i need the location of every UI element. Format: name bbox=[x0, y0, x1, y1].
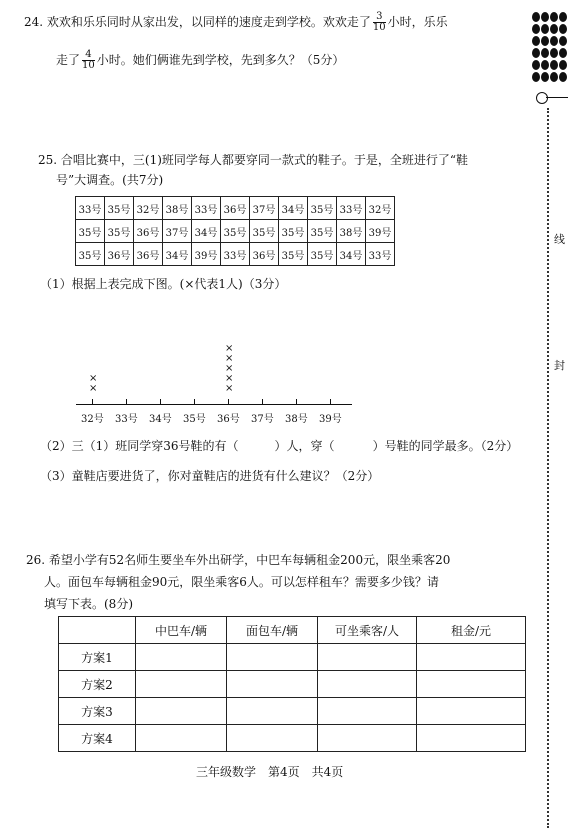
q26-line3: 填写下表。(8分) bbox=[44, 597, 133, 611]
shoe-table-cell: 39号 bbox=[192, 243, 221, 266]
rent-answer-cell[interactable] bbox=[227, 698, 318, 725]
plot-x-mark: × bbox=[225, 363, 234, 374]
shoe-table-cell: 38号 bbox=[337, 220, 366, 243]
rent-table-header: 中巴车/辆 bbox=[136, 617, 227, 644]
plot-x-mark: × bbox=[89, 373, 98, 384]
rent-answer-cell[interactable] bbox=[136, 725, 227, 752]
frac-denominator: 10 bbox=[372, 22, 386, 33]
rent-answer-cell[interactable] bbox=[318, 725, 417, 752]
shoe-table-cell: 36号 bbox=[105, 243, 134, 266]
q24-line2 bbox=[56, 50, 344, 71]
shoe-table-cell: 33号 bbox=[192, 197, 221, 220]
plot-tick-label: 38号 bbox=[285, 414, 308, 425]
binding-ring-icon bbox=[536, 92, 548, 104]
rent-table-header: 租金/元 bbox=[417, 617, 526, 644]
plot-tick bbox=[330, 399, 331, 404]
shoe-table-cell: 37号 bbox=[250, 197, 279, 220]
rent-table-header: 面包车/辆 bbox=[227, 617, 318, 644]
shoe-table-cell: 38号 bbox=[163, 197, 192, 220]
plot-tick bbox=[160, 399, 161, 404]
shoe-table-cell: 35号 bbox=[279, 243, 308, 266]
plot-tick-label: 32号 bbox=[81, 414, 104, 425]
binding-hole-icon bbox=[550, 36, 558, 46]
binding-hole-icon bbox=[559, 48, 567, 58]
plot-x-mark: × bbox=[225, 343, 234, 354]
plot-x-mark: × bbox=[225, 373, 234, 384]
binding-hole-icon bbox=[532, 24, 540, 34]
rent-answer-cell[interactable] bbox=[227, 644, 318, 671]
shoe-table-cell: 33号 bbox=[366, 243, 395, 266]
shoe-table-cell: 36号 bbox=[250, 243, 279, 266]
plot-tick-label: 37号 bbox=[251, 414, 274, 425]
shoe-table-cell: 34号 bbox=[279, 197, 308, 220]
rent-answer-cell[interactable] bbox=[417, 644, 526, 671]
plot-axis-line bbox=[76, 404, 352, 405]
q26-line1: 26. 希望小学有52名师生要坐车外出研学，中巴车每辆租金200元，限坐乘客20 bbox=[26, 553, 451, 567]
binding-hole-icon bbox=[550, 48, 558, 58]
binding-hole-icon bbox=[550, 72, 558, 82]
plot-tick bbox=[126, 399, 127, 404]
shoe-table-cell: 35号 bbox=[76, 243, 105, 266]
plot-tick bbox=[194, 399, 195, 404]
rent-plan-label: 方案4 bbox=[59, 725, 136, 752]
shoe-table-cell: 33号 bbox=[337, 197, 366, 220]
rent-answer-cell[interactable] bbox=[417, 671, 526, 698]
binding-hole-icon bbox=[532, 48, 540, 58]
q25-sub2 bbox=[40, 438, 518, 454]
rent-table-row bbox=[59, 725, 526, 752]
plot-tick-label: 35号 bbox=[183, 414, 206, 425]
rent-table-header-row bbox=[59, 617, 526, 644]
rent-table-row bbox=[59, 698, 526, 725]
binding-hole-icon bbox=[532, 36, 540, 46]
rent-table-header: 可坐乘客/人 bbox=[318, 617, 417, 644]
q24-text-d: 小时。她们俩谁先到学校，先到多久？（5分） bbox=[96, 53, 345, 67]
plot-tick-label: 39号 bbox=[319, 414, 342, 425]
binding-hole-icon bbox=[559, 60, 567, 70]
binding-hole-icon bbox=[541, 72, 549, 82]
shoe-table-cell: 35号 bbox=[308, 220, 337, 243]
shoe-table-cell: 32号 bbox=[366, 197, 395, 220]
binding-hole-icon bbox=[559, 36, 567, 46]
q24-text-c: 走了 bbox=[56, 53, 81, 67]
shoe-table-cell: 35号 bbox=[105, 197, 134, 220]
plot-tick bbox=[92, 399, 93, 404]
rent-answer-cell[interactable] bbox=[318, 644, 417, 671]
shoe-table-cell: 36号 bbox=[134, 243, 163, 266]
q25-sub2-a: （2）三（1）班同学穿36号鞋的有（ bbox=[40, 439, 239, 453]
shoe-table-cell: 34号 bbox=[337, 243, 366, 266]
rent-table-row bbox=[59, 644, 526, 671]
shoe-table-cell: 34号 bbox=[163, 243, 192, 266]
binding-hole-icon bbox=[559, 12, 567, 22]
shoe-table-cell: 33号 bbox=[76, 197, 105, 220]
frac-numerator: 3 bbox=[373, 12, 386, 23]
q25-line2: 号”大调查。(共7分) bbox=[56, 173, 164, 187]
shoe-table-cell: 34号 bbox=[192, 220, 221, 243]
q24-line1 bbox=[24, 12, 448, 33]
fraction-4-10 bbox=[82, 50, 95, 71]
plot-tick bbox=[296, 399, 297, 404]
shoe-table-cell: 35号 bbox=[308, 243, 337, 266]
plot-x-mark: × bbox=[89, 383, 98, 394]
rent-plan-label: 方案2 bbox=[59, 671, 136, 698]
margin-char-xian: 线 bbox=[554, 233, 565, 246]
frac-numerator: 4 bbox=[82, 50, 95, 61]
q24-text-a: 24. 欢欢和乐乐同时从家出发，以同样的速度走到学校。欢欢走了 bbox=[24, 15, 371, 29]
rent-answer-cell[interactable] bbox=[227, 671, 318, 698]
shoe-table-cell: 35号 bbox=[221, 220, 250, 243]
shoe-table-cell: 39号 bbox=[366, 220, 395, 243]
frac-denominator: 10 bbox=[82, 60, 95, 71]
shoe-table-cell: 35号 bbox=[279, 220, 308, 243]
plot-x-mark: × bbox=[225, 353, 234, 364]
shoe-table-row bbox=[76, 197, 395, 220]
plot-tick-label: 36号 bbox=[217, 414, 240, 425]
rent-answer-cell[interactable] bbox=[417, 725, 526, 752]
binding-line bbox=[546, 97, 568, 98]
binding-hole-icon bbox=[541, 12, 549, 22]
shoe-table-cell: 36号 bbox=[134, 220, 163, 243]
plot-x-mark: × bbox=[225, 383, 234, 394]
plot-tick-label: 34号 bbox=[149, 414, 172, 425]
plot-tick bbox=[228, 399, 229, 404]
rental-plan-table bbox=[58, 616, 526, 752]
shoe-table-row bbox=[76, 243, 395, 266]
shoe-table-cell: 37号 bbox=[163, 220, 192, 243]
rent-answer-cell[interactable] bbox=[136, 698, 227, 725]
rent-plan-label: 方案1 bbox=[59, 644, 136, 671]
binding-hole-icon bbox=[541, 24, 549, 34]
binding-hole-icon bbox=[532, 72, 540, 82]
q24-text-b: 小时，乐乐 bbox=[387, 15, 448, 29]
rent-answer-cell[interactable] bbox=[417, 698, 526, 725]
shoe-table-cell: 35号 bbox=[250, 220, 279, 243]
plot-tick-label: 33号 bbox=[115, 414, 138, 425]
q25-sub1: （1）根据上表完成下图。(×代表1人)（3分） bbox=[40, 277, 287, 291]
rent-answer-cell[interactable] bbox=[318, 671, 417, 698]
q25-sub2-c: ）号鞋的同学最多。（2分） bbox=[372, 439, 519, 453]
binding-hole-icon bbox=[559, 24, 567, 34]
binding-hole-icon bbox=[541, 60, 549, 70]
q26-line2: 人。面包车每辆租金90元，限坐乘客6人。可以怎样租车？需要多少钱？请 bbox=[44, 575, 439, 589]
shoe-table-cell: 33号 bbox=[221, 243, 250, 266]
shoe-table-cell: 36号 bbox=[221, 197, 250, 220]
q25-sub2-b: ）人，穿（ bbox=[274, 439, 335, 453]
q25-line1: 25. 合唱比赛中，三(1)班同学每人都要穿同一款式的鞋子。于是，全班进行了“鞋 bbox=[38, 153, 469, 167]
binding-hole-icon bbox=[559, 72, 567, 82]
cut-line-dotted bbox=[547, 108, 549, 828]
rent-plan-label: 方案3 bbox=[59, 698, 136, 725]
rent-answer-cell[interactable] bbox=[318, 698, 417, 725]
plot-tick bbox=[262, 399, 263, 404]
binding-hole-icon bbox=[532, 60, 540, 70]
binding-hole-icon bbox=[550, 12, 558, 22]
rent-table-header bbox=[59, 617, 136, 644]
shoe-table-cell: 35号 bbox=[76, 220, 105, 243]
shoe-size-table bbox=[75, 196, 395, 266]
binding-hole-icon bbox=[541, 48, 549, 58]
rent-answer-cell[interactable] bbox=[136, 644, 227, 671]
q25-sub3: （3）童鞋店要进货了，你对童鞋店的进货有什么建议？（2分） bbox=[40, 469, 380, 483]
margin-char-feng: 封 bbox=[554, 359, 565, 372]
shoe-table-row bbox=[76, 220, 395, 243]
binding-hole-icon bbox=[550, 60, 558, 70]
shoe-table-cell: 35号 bbox=[308, 197, 337, 220]
rent-table-row bbox=[59, 671, 526, 698]
rent-answer-cell[interactable] bbox=[136, 671, 227, 698]
rent-answer-cell[interactable] bbox=[227, 725, 318, 752]
binding-hole-icon bbox=[532, 12, 540, 22]
binding-hole-icon bbox=[541, 36, 549, 46]
shoe-table-cell: 35号 bbox=[105, 220, 134, 243]
binding-hole-icon bbox=[550, 24, 558, 34]
binding-holes bbox=[532, 12, 566, 90]
fraction-3-10 bbox=[373, 12, 386, 33]
page-footer: 三年级数学 第4页 共4页 bbox=[196, 765, 344, 779]
shoe-table-cell: 32号 bbox=[134, 197, 163, 220]
